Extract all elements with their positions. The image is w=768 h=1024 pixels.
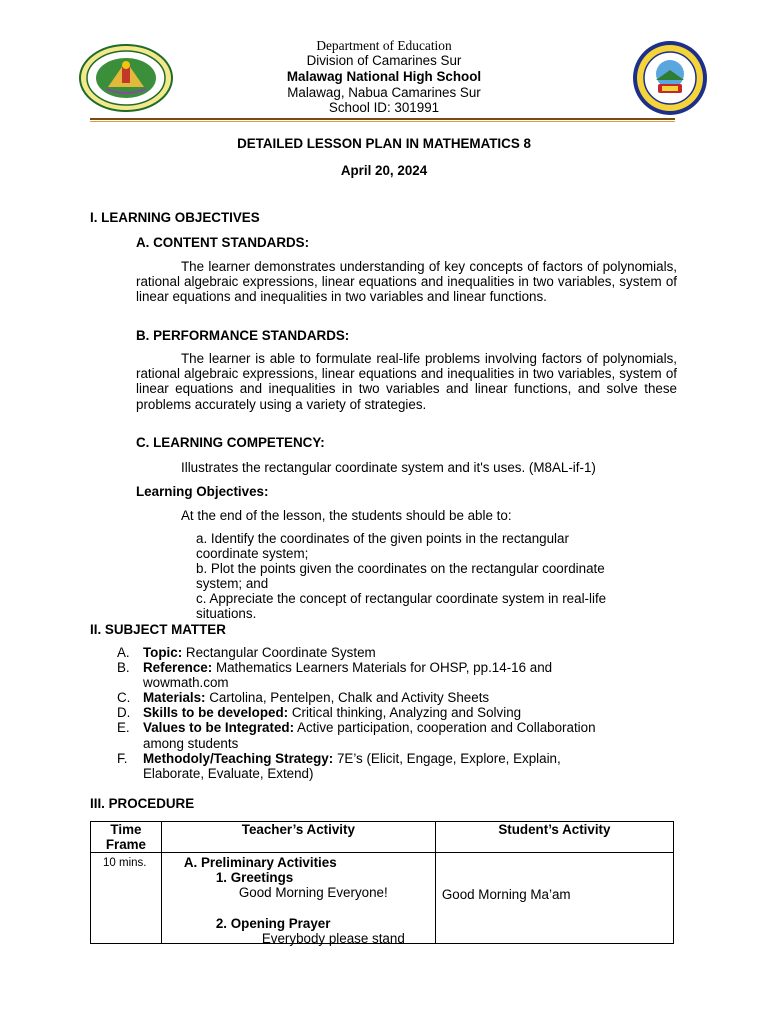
opening-prayer-heading: 2. Opening Prayer [215,916,331,931]
teacher-activity-cell [161,853,435,944]
item-text: 7E’s (Elicit, Engage, Explore, Explain, [333,750,561,766]
subject-item-values [117,720,677,750]
item-letter: D. [117,705,131,721]
learning-objectives-heading: Learning Objectives: [136,484,269,499]
item-letter: C. [117,690,131,706]
greetings-teacher-line: Good Morning Everyone! [238,885,388,900]
item-letter: F. [117,750,128,766]
item-label: Skills to be developed: [143,705,289,721]
item-body [143,705,521,720]
item-label: Materials: [143,690,206,706]
item-body [143,690,489,705]
item-text-cont: among students [143,735,239,751]
student-activity-cell [435,853,673,944]
item-body [143,645,376,660]
col-time-label-2: Frame [105,837,147,852]
greetings-student-line: Good Morning Ma’am [441,887,571,902]
division-name: Division of Camarines Sur [306,53,462,68]
row-time: 10 mins. [103,857,147,869]
subject-item-materials [117,690,677,705]
item-letter: A. [117,645,130,660]
header-rule-thick [90,118,675,120]
item-letter: E. [117,720,130,736]
item-text-cont: Elaborate, Evaluate, Extend) [143,765,314,781]
item-body [143,660,552,690]
school-id: School ID: 301991 [328,100,440,115]
objective-item: coordinate system; [196,546,309,561]
table-header-row [91,822,674,853]
item-text: Rectangular Coordinate System [182,645,376,660]
objective-item: a. Identify the coordinates of the given points in the rectangular [196,531,569,546]
subject-item-skills [117,705,677,720]
item-text: Cartolina, Pentelpen, Chalk and Activity Sheets [205,690,490,706]
item-label: Topic: [143,645,183,660]
item-label: Values to be Integrated: [143,720,295,736]
item-text: Active participation, cooperation and Collaboration [294,720,596,736]
learning-competency-text: Illustrates the rectangular coordinate system and it's uses. (M8AL-if-1) [181,460,596,475]
procedure-table [90,821,674,944]
subject-matter-list [117,645,677,781]
objective-item: situations. [196,606,257,621]
objective-item: c. Appreciate the concept of rectangular coordinate system in real-life [196,591,607,606]
item-text: Mathematics Learners Materials for OHSP, pp.14-16 and [212,660,553,676]
lesson-date: April 20, 2024 [340,163,428,178]
col-student-activity: Student’s Activity [435,822,673,853]
subject-matter-heading: II. SUBJECT MATTER [90,622,226,637]
objective-item: system; and [196,576,269,591]
school-address: Malawag, Nabua Camarines Sur [287,85,481,100]
learning-competency-heading: C. LEARNING COMPETENCY: [136,435,325,450]
item-body [143,751,561,781]
item-text-cont: wowmath.com [143,675,229,691]
content-standards-heading: A. CONTENT STANDARDS: [136,235,310,250]
item-label: Methodoly/Teaching Strategy: [143,750,334,766]
item-text: Critical thinking, Analyzing and Solving [288,705,522,721]
learning-objectives-intro: At the end of the lesson, the students should be able to: [181,508,512,523]
subject-item-reference [117,660,677,690]
col-teacher-activity: Teacher’s Activity [161,822,435,853]
department-name: Department of Education [316,38,452,53]
table-row [91,853,674,944]
opening-prayer-teacher-line: Everybody please stand [261,931,405,946]
item-letter: B. [117,660,130,676]
content-standards-text: The learner demonstrates understanding of key concepts of factors of polynomials, rational algebraic expressions, linear equations and inequalities in two variables, system of linear equations and inequalities in two variables and linear functions. [136,259,677,305]
lesson-plan-title: DETAILED LESSON PLAN IN MATHEMATICS 8 [237,136,531,151]
objective-item: b. Plot the points given the coordinates on the rectangular coordinate [196,561,605,576]
preliminary-activities: A. Preliminary Activities [183,855,337,870]
header-rule-thin [90,121,675,122]
col-time-frame [91,822,162,853]
school-name: Malawag National High School [286,69,482,84]
subject-item-topic [117,645,677,660]
greetings-heading: 1. Greetings [215,870,294,885]
procedure-heading: III. PROCEDURE [90,796,195,811]
item-label: Reference: [143,660,213,676]
performance-standards-heading: B. PERFORMANCE STANDARDS: [136,328,350,343]
row-time-cell [91,853,162,944]
item-body [143,720,596,750]
performance-standards-text: The learner is able to formulate real-life problems involving factors of polynomials, rational algebraic expressions, linear equations and inequalities in two variables, system of linear equations and inequalities in two variables and linear functions, and solve these problems accurately using a variety of strategies. [136,351,677,412]
objectives-heading: I. LEARNING OBJECTIVES [90,210,260,225]
subject-item-strategy [117,751,677,781]
col-time-label-1: Time [110,822,142,837]
